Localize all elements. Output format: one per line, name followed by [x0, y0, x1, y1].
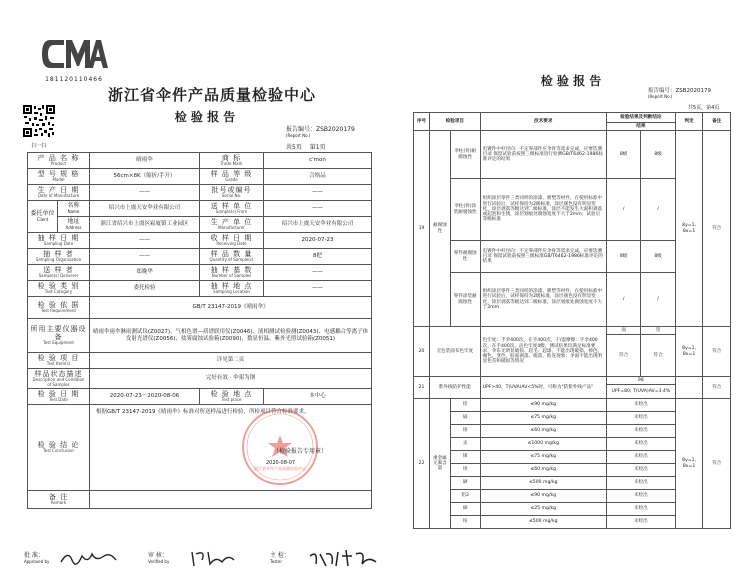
- label-client-en: Client: [36, 216, 49, 222]
- value-mfg-date: ——: [90, 185, 200, 201]
- value-test-items: 详见第二页: [90, 353, 372, 369]
- label-test-items: 检 验 项 目: [37, 354, 80, 363]
- label-test-items-en: Test Item(s): [46, 361, 71, 367]
- label-client: 委托单位: [30, 209, 55, 217]
- tester-label: 主 检：: [270, 552, 290, 559]
- label-receiving-date: 收 样 日 期: [210, 234, 253, 243]
- heavy-element: 汞: [450, 438, 480, 451]
- sec20-remark: 8y=1, 8x=1: [675, 327, 703, 377]
- seal-text: 浙江省伞件产品质量检验中心: [254, 466, 306, 471]
- label-sample-condition-en: Description and Condition of Samples: [32, 376, 85, 387]
- label-client-address: 地址: [67, 217, 80, 225]
- report-number-en: (Report No.): [286, 133, 311, 138]
- label-sample-qty-en: Quantity of Sample(s): [209, 257, 254, 263]
- sec21-name: 紫外线防护性能: [430, 377, 481, 399]
- label-sampling-date-en: Sampling Date: [43, 241, 74, 247]
- heavy-req: ≤25 mg/kg: [480, 503, 606, 516]
- heavy-element: 砷: [450, 503, 480, 516]
- report-number: ZSB2020179: [316, 126, 355, 133]
- results-report-number-en: (Report No.): [648, 94, 673, 99]
- results-page-info: 共5页，第4页: [688, 105, 720, 111]
- stamp-note: （检验报告专用章）: [272, 448, 327, 455]
- sub-item-r1: /: [606, 179, 640, 241]
- value-trademark: c'mon: [264, 153, 372, 169]
- heavy-remark: 8y=1, 8x=1: [675, 399, 703, 529]
- table-row: [414, 377, 731, 385]
- results-report-number-value: ZSB2020179: [675, 88, 712, 94]
- table-row: [414, 399, 731, 412]
- label-test-place: 检 验 地 点: [210, 390, 253, 399]
- page-indicator: [286, 142, 376, 151]
- heavy-req: ≤500 mg/kg: [480, 516, 606, 529]
- tester-block: [270, 550, 290, 564]
- table-row: [414, 131, 731, 179]
- heavy-element: 铬: [450, 425, 480, 438]
- heavy-element: 铅: [450, 399, 480, 412]
- sub-item-req: 组织涂层零件三类同样的涂漆、喷塑等材件，在使用标准中进行试验后，试样保持为2级标准，涂层颜色没有明显变化，涂层剥落等级达到二级标准，涂层划痕处腐蚀宽度不大于2mm: [480, 273, 606, 327]
- label-manufacturer-en: Manufacturer: [218, 225, 245, 231]
- value-test-place: 本中心: [264, 389, 372, 405]
- conclusion-date: 2020-08-07: [266, 460, 296, 466]
- heavy-result: 未检出: [606, 412, 675, 425]
- value-sampling-location: ——: [264, 281, 372, 297]
- label-sample-condition: 样品状态描述: [34, 369, 83, 378]
- sub-item-r1: 8级: [606, 241, 640, 273]
- heavy-result: 未检出: [606, 464, 675, 477]
- conclusion-text: 根据GB/T 23147-2019《晴雨伞》标准对所送样品进行检验，所检项目符合标准要求。: [96, 409, 310, 415]
- sec19-label: 耐腐蚀性: [430, 131, 451, 327]
- table-row: [28, 353, 372, 369]
- value-sampler: ——: [90, 249, 200, 265]
- label-client-name: 名称: [67, 201, 80, 209]
- label-serial-en: Serial No.: [221, 193, 242, 199]
- value-sample-condition: 完好有效 · 伞架为钢: [90, 369, 372, 389]
- results-header: [414, 113, 731, 131]
- qr-label: 扫一扫: [31, 143, 47, 149]
- report-subtitle: 检 验 报 告: [174, 110, 236, 124]
- label-sender: 送 样 单 位: [210, 202, 253, 211]
- label-grade: 样 品 等 级: [210, 170, 253, 179]
- heavy-result: 未检出: [606, 451, 675, 464]
- page-total: 共5页: [286, 144, 302, 151]
- sec20-r2: 符合: [641, 335, 675, 377]
- sec19-conclusion: 符合: [703, 131, 731, 327]
- official-seal-icon: [240, 407, 320, 487]
- heavy-result: 未检出: [606, 503, 675, 516]
- label-product: 产 品 名 称: [37, 154, 80, 163]
- header-unit: 结果: [606, 123, 675, 131]
- verified-label: 审 核：: [148, 552, 168, 559]
- heavy-req: ≤60 mg/kg: [480, 425, 606, 438]
- sub-item-req: 电镀件中杆径向：不定零部件应伞骨等需求完成，应要选测目录 保留试验前按照三级标准GB/T6462-1986标准评定的结果: [480, 241, 606, 273]
- center-title: 浙江省伞件产品质量检验中心: [107, 86, 316, 104]
- sec20-req: 色牢度：手伞400次，在手400次，干/湿摩擦：手伞400次，在手400次，沾色牢度4级，测试结果均满足标准要求，伞布无明显破损、起毛、起球，不能出现破损、掉色、褪色、变色、胶面剥落、脱落、粘连现象；伞面不能出现明显色差和破损等情况: [480, 327, 606, 377]
- label-remark-en: Remark: [50, 500, 67, 506]
- approved-label: 批 准：: [24, 552, 44, 559]
- heavy-seq: 22: [414, 399, 430, 529]
- heavy-result: 未检出: [606, 477, 675, 490]
- heavy-element: 锑: [450, 451, 480, 464]
- table-row: [28, 405, 372, 491]
- sub-item-r2: 8级: [641, 131, 675, 179]
- value-sampling-date: ——: [90, 233, 200, 249]
- label-test-date: 检 验 日 期: [37, 390, 80, 399]
- table-row: [28, 217, 372, 233]
- label-grade-en: Grade: [225, 177, 238, 183]
- sec21-req: UPF>40，T(UVA)AV<5%时，可称为"防紫外线产品": [480, 377, 606, 399]
- heavy-element: 镉: [450, 412, 480, 425]
- sub-item-r2: /: [641, 273, 675, 327]
- heavy-element: 钡: [450, 464, 480, 477]
- heavy-req: ≤500 mg/kg: [480, 477, 606, 490]
- label-sample-base: 抽 样 基 数: [210, 266, 253, 275]
- heavy-element: 硒: [450, 477, 480, 490]
- table-row: [28, 491, 372, 509]
- label-test-place-en: Test place: [221, 397, 242, 403]
- qr-code-icon: [22, 104, 56, 138]
- sec20-h2: 里: [641, 327, 675, 335]
- tester-label-en: Tester: [270, 559, 282, 564]
- conclusion-cell: [90, 405, 372, 491]
- sub-item-r1: /: [606, 273, 640, 327]
- report-results-page: [392, 0, 751, 574]
- label-test-requirement-en: Test Requirement: [41, 308, 76, 314]
- heavy-result: 未检出: [606, 490, 675, 503]
- sec20-h1: 面: [606, 327, 640, 335]
- results-title: 检 验 报 告: [540, 74, 602, 88]
- value-grade: 合格品: [264, 169, 372, 185]
- sub-item-r2: 8级: [641, 241, 675, 273]
- info-rows-1: [28, 153, 372, 509]
- table-row: [28, 297, 372, 319]
- report-number-block: [286, 124, 386, 138]
- approved-block: [24, 550, 49, 564]
- heavy-req: ≤75 mg/kg: [480, 451, 606, 464]
- report-info-table: [27, 152, 372, 509]
- value-sample-qty: 8把: [264, 249, 372, 265]
- value-test-requirement: GB/T 23147-2019《晴雨伞》: [90, 297, 372, 319]
- value-product: 晴雨伞: [90, 153, 200, 169]
- sec21-vals: UPF=80; T(UVA)AV=3.4%: [606, 385, 675, 399]
- verified-label-en: Verified by: [148, 559, 170, 564]
- label-mfg-date-en: Date of Manufacture: [37, 193, 80, 199]
- value-deliverer: 郑晚华: [90, 265, 200, 281]
- label-sampling-date: 抽 样 日 期: [37, 234, 80, 243]
- label-trademark-en: Trade Mark: [220, 161, 243, 167]
- heavy-req: ≤75 mg/kg: [480, 412, 606, 425]
- label-test-equipment-en: Test Equipment: [43, 340, 74, 346]
- label-test-category-en: Test Category: [44, 289, 73, 295]
- qr-code[interactable]: [22, 104, 56, 149]
- verified-block: [148, 550, 169, 564]
- sec21-remark: [675, 377, 703, 399]
- table-row: [28, 265, 372, 281]
- label-trademark: 商 标: [221, 154, 242, 163]
- value-test-equipment: 晴雨伞雨伞淋雨测试仪(Z0027)、气相色谱—质谱联用仪(Z0046)、液相测试检验测(Z0043)、电感耦合等离子体发射光谱仪(Z0056)、盐雾腐蚀试验箱(Z0090)、数显恒温、紫外光照试验箱(Z0051): [90, 319, 372, 353]
- label-test-category: 检 验 类 别: [37, 282, 80, 291]
- value-receiving-date: 2020-07-23: [264, 233, 372, 249]
- heavy-req: ≤1000 mg/kg: [480, 438, 606, 451]
- table-row: [28, 249, 372, 265]
- label-sample-base-en: Number of Samples: [211, 273, 252, 279]
- label-sample-qty: 样 品 数 量: [210, 250, 253, 259]
- heavy-result: 未检出: [606, 516, 675, 529]
- sec20-conclusion: 符合: [703, 327, 731, 377]
- heavy-req: ≤90 mg/kg: [480, 399, 606, 412]
- header-item: 检验项目: [430, 113, 481, 131]
- label-mfg-date: 生 产 日 期: [37, 186, 80, 195]
- sec21-hdr: 98: [606, 377, 675, 385]
- label-test-requirement: 检 验 依 据: [37, 301, 80, 310]
- page-suffix: 页: [319, 144, 326, 151]
- label-client-name-en: Name: [67, 208, 80, 214]
- value-serial: ——: [264, 185, 372, 201]
- report-number-label: 报告编号：: [286, 126, 317, 133]
- value-sender: ——: [264, 201, 372, 217]
- sec19-seq: 19: [414, 131, 430, 327]
- table-row: [28, 185, 372, 201]
- approver-signature-icon: [58, 548, 120, 568]
- label-conclusion-en: Test Conclusion: [43, 448, 74, 454]
- label-product-en: Product: [50, 161, 67, 167]
- label-model: 型 号 规 格: [37, 170, 80, 179]
- tester-signature-icon: [306, 548, 382, 570]
- heavy-label: 重金属元素含量: [430, 399, 451, 529]
- label-sampling-location: 抽 样 地 点: [210, 282, 253, 291]
- value-remark: [90, 491, 372, 509]
- sec21-seq: 21: [414, 377, 430, 399]
- signature-row: [24, 548, 384, 572]
- value-client-address: 浙江省绍兴市上虞区崧厦镇工业园区: [90, 217, 200, 233]
- table-row: [28, 389, 372, 405]
- header-note: 备注: [703, 113, 731, 131]
- label-sampler-en: Sampling Organization: [35, 257, 82, 263]
- sec20-name: 无包装面布色牢度: [430, 327, 481, 377]
- approved-label-en: Approved by: [24, 559, 50, 564]
- heavy-req: ≤60 mg/kg: [480, 464, 606, 477]
- header-seq: 序号: [414, 113, 430, 131]
- table-row: [28, 319, 372, 353]
- sec20-seq: 20: [414, 327, 430, 377]
- table-row: [28, 233, 372, 249]
- label-deliverer: 送 样 者: [43, 266, 74, 275]
- label-serial: 批号或编号: [211, 186, 252, 195]
- sec21-conclusion: 符合: [703, 377, 731, 399]
- heavy-req: ≤90 mg/kg: [480, 490, 606, 503]
- heavy-element: 铅2: [450, 490, 480, 503]
- cma-number: 181120110466: [45, 76, 103, 83]
- results-table: [413, 112, 731, 529]
- sub-item-name: 零件涂装耐腐蚀性: [450, 273, 480, 327]
- results-body: [414, 131, 731, 529]
- label-client-address-en: Address: [65, 224, 82, 230]
- sub-item-req: 组织涂层零件三类同样的涂漆、喷塑等材件，在使用标准中进行试验后，试样保持为2级标准，涂层颜色没有明显变化，涂层剥落等级达到二级标准，涂层不能发生大面积剥落或起泡和生锈，涂层划痕处腐蚀宽度不大于2mm，试验后等级标准: [480, 179, 606, 241]
- label-sampling-location-en: Sampling Location: [213, 289, 250, 295]
- heavy-result: 未检出: [606, 425, 675, 438]
- label-conclusion: 检 验 结 论: [37, 441, 80, 450]
- heavy-result: 未检出: [606, 438, 675, 451]
- header-req: 技术要求: [480, 113, 606, 131]
- label-test-date-en: Test Date: [49, 397, 68, 403]
- sub-item-name: 伞柱(骨)耐腐蚀性: [450, 131, 480, 179]
- heavy-result: 未检出: [606, 399, 675, 412]
- sub-item-r1: 8级: [606, 131, 640, 179]
- value-model: 56cm×8K（缩折/手开）: [90, 169, 200, 185]
- label-receiving-date-en: Receiving Date: [216, 241, 247, 247]
- verifier-signature-icon: [188, 548, 238, 568]
- sec19-remark: 8y=1, 8x=1: [675, 131, 703, 327]
- label-deliverer-en: Sample(s) Deliverer: [38, 273, 79, 279]
- value-test-category: 委托检验: [90, 281, 200, 297]
- label-manufacturer: 生 产 单 位: [210, 218, 253, 227]
- heavy-conclusion: 符合: [703, 399, 731, 529]
- table-row: [414, 327, 731, 335]
- table-row: [414, 113, 731, 123]
- table-row: [28, 153, 372, 169]
- label-model-en: Model: [52, 177, 65, 183]
- sub-item-req: 电镀件中杆径向：不定零部件应伞骨等需求完成，应要选测目录 保留试验前按照三级标准进行检测GB/T6462-1986标准评定的结果: [480, 131, 606, 179]
- value-manufacturer: 绍兴市上虞天安伞业有限公司: [264, 217, 372, 233]
- cma-logo: [38, 36, 110, 82]
- table-row: [28, 281, 372, 297]
- label-remark: 备 注: [48, 493, 69, 502]
- results-report-number: [648, 86, 748, 99]
- page-current-label: 第: [309, 144, 316, 151]
- page-current: 1: [315, 144, 320, 151]
- value-client-name: 绍兴市上虞天安伞业有限公司: [90, 201, 200, 217]
- results-report-number-label: 报告编号：: [648, 88, 676, 94]
- table-row: [28, 201, 372, 217]
- table-row: [28, 169, 372, 185]
- sub-item-name: 伞柱(骨)涂装耐腐蚀性: [450, 179, 480, 241]
- cma-logo-icon: [38, 36, 110, 72]
- label-sampler: 抽 样 者: [43, 250, 74, 259]
- header-results: 检验结果及判断结论: [606, 113, 675, 123]
- heavy-element: 钴: [450, 516, 480, 529]
- sub-item-r2: /: [641, 179, 675, 241]
- header-conclusion: 判定: [675, 113, 703, 131]
- value-sample-base: ——: [264, 265, 372, 281]
- value-test-date: 2020-07-23～2020-08-06: [90, 389, 200, 405]
- label-sender-en: Sample(s) From: [215, 209, 248, 215]
- sec20-r1: 符合: [606, 335, 640, 377]
- sub-item-name: 零件耐腐蚀性: [450, 241, 480, 273]
- label-test-equipment: 所用主要仪器设备: [30, 325, 87, 342]
- table-row: [28, 369, 372, 389]
